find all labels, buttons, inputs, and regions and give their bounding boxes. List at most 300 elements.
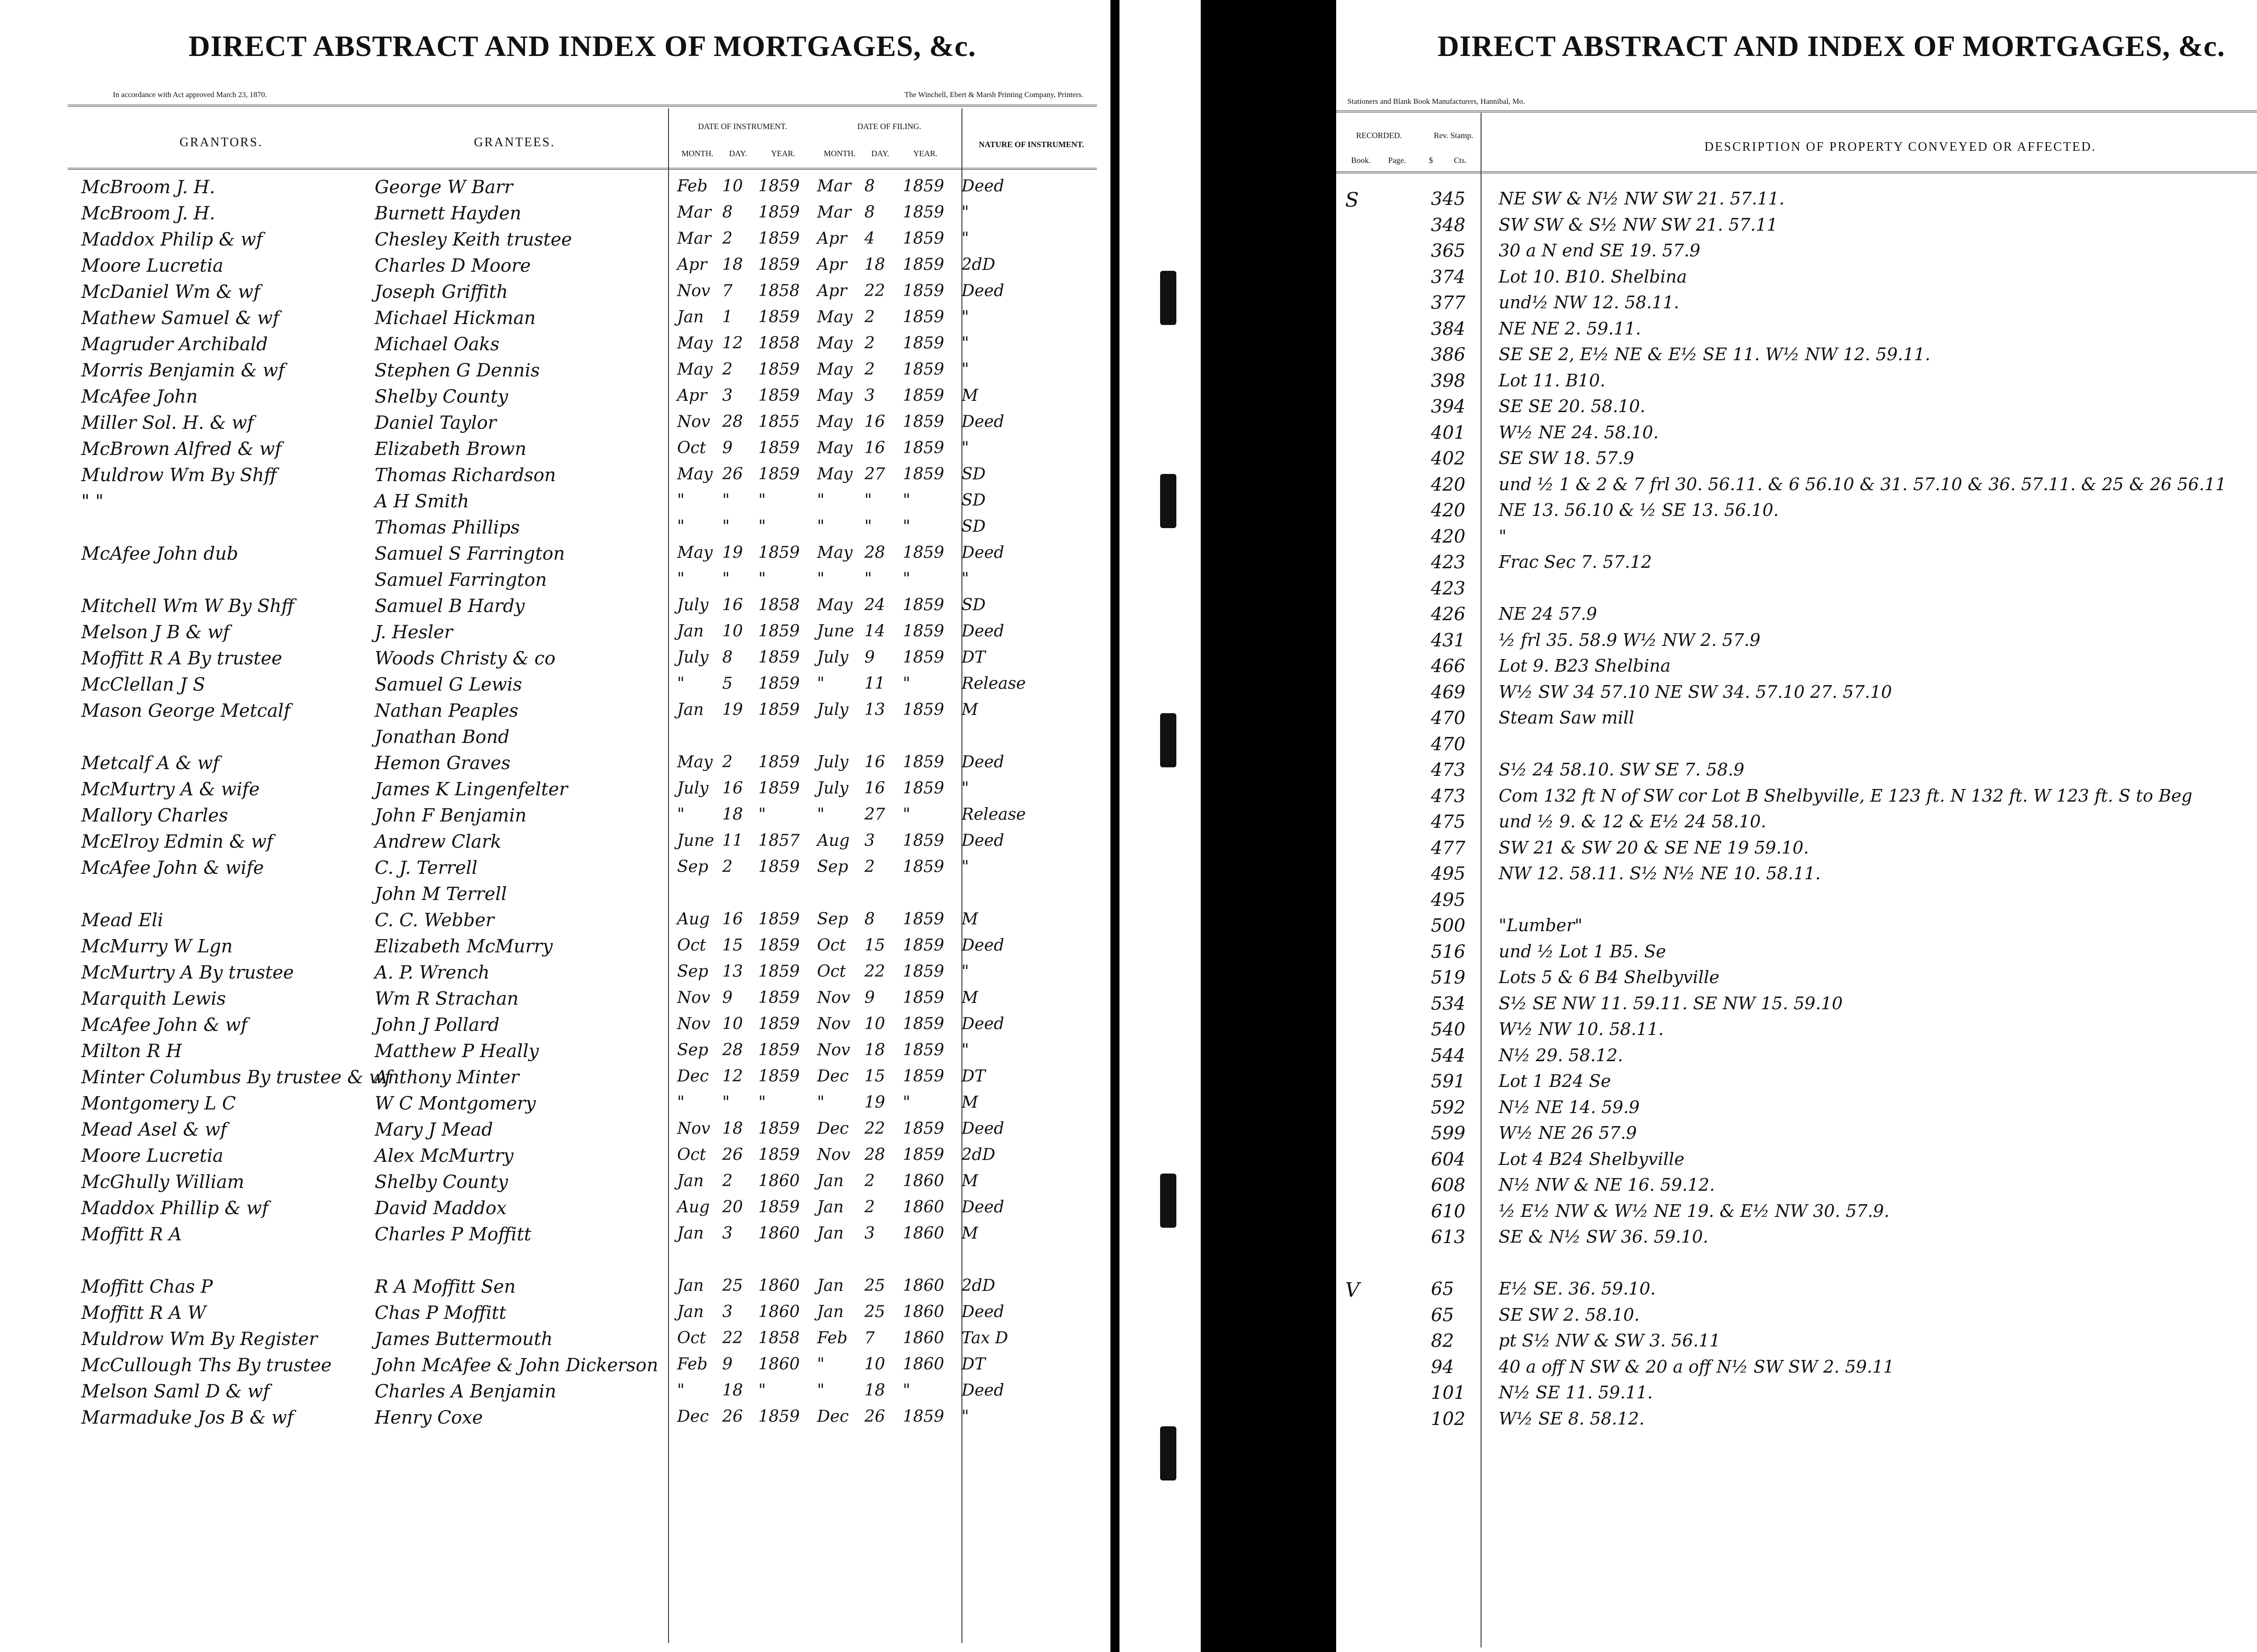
page-cell: 420 bbox=[1431, 500, 1466, 521]
nature-cell: SD bbox=[961, 596, 986, 614]
nature-cell: SD bbox=[961, 491, 986, 510]
filing-day-cell: 14 bbox=[864, 622, 885, 640]
instrument-day-cell: 10 bbox=[722, 622, 743, 640]
ledger-row bbox=[0, 1355, 1110, 1381]
ledger-row bbox=[1336, 396, 2257, 422]
header-rule bbox=[68, 168, 1097, 170]
filing-day-cell: 22 bbox=[864, 1119, 885, 1138]
ledger-row bbox=[1336, 1123, 2257, 1149]
date-instrument-header: DATE OF INSTRUMENT. bbox=[698, 122, 787, 131]
instrument-day-cell: 7 bbox=[722, 282, 733, 300]
ledger-row bbox=[1336, 1357, 2257, 1383]
description-cell: W½ NW 10. 58.11. bbox=[1499, 1019, 1664, 1039]
ledger-row bbox=[1336, 526, 2257, 552]
ledger-row bbox=[0, 988, 1110, 1015]
page-cell: 470 bbox=[1431, 708, 1466, 729]
binding-strip bbox=[1119, 0, 1201, 1652]
ledger-row bbox=[1336, 942, 2257, 968]
page-cell: 386 bbox=[1431, 344, 1466, 365]
ledger-row bbox=[0, 1224, 1110, 1250]
nature-cell: Deed bbox=[961, 543, 1004, 562]
grantee-cell: Charles D Moore bbox=[375, 255, 531, 276]
ledger-row bbox=[0, 805, 1110, 831]
grantee-cell: J. Hesler bbox=[375, 622, 453, 643]
book-header: Book. bbox=[1351, 156, 1371, 165]
filing-year-cell: 1860 bbox=[903, 1355, 944, 1374]
description-cell: SE SE 20. 58.10. bbox=[1499, 396, 1646, 416]
grantee-cell: Samuel G Lewis bbox=[375, 674, 522, 695]
ledger-row bbox=[1336, 1201, 2257, 1227]
instrument-day-cell: 2 bbox=[722, 858, 733, 876]
instrument-month-cell: May bbox=[677, 360, 713, 379]
grantor-cell: McMurtry A & wife bbox=[81, 779, 260, 800]
nature-cell: Deed bbox=[961, 622, 1004, 640]
dollars-header: $ bbox=[1429, 156, 1433, 165]
instrument-month-cell: Oct bbox=[677, 1329, 706, 1347]
description-cell: Lot 4 B24 Shelbyville bbox=[1499, 1149, 1685, 1169]
filing-day-cell: 26 bbox=[864, 1407, 885, 1426]
grantor-cell: Minter Columbus By trustee & wf bbox=[81, 1067, 391, 1088]
filing-day-cell: 8 bbox=[864, 203, 875, 222]
grantor-cell: Moffitt R A bbox=[81, 1224, 182, 1245]
instrument-day-cell: 3 bbox=[722, 1224, 733, 1243]
ledger-row bbox=[0, 203, 1110, 229]
description-cell: W½ NE 24. 58.10. bbox=[1499, 422, 1659, 442]
ledger-row bbox=[0, 255, 1110, 282]
ledger-row bbox=[1336, 1071, 2257, 1097]
filing-month-cell: Aug bbox=[817, 831, 850, 850]
grantee-cell: George W Barr bbox=[375, 177, 513, 198]
ledger-row bbox=[1336, 422, 2257, 449]
page-cell: 384 bbox=[1431, 318, 1466, 339]
instrument-day-cell: 13 bbox=[722, 962, 743, 981]
description-cell: N½ 29. 58.12. bbox=[1499, 1045, 1623, 1065]
description-cell: W½ NE 26 57.9 bbox=[1499, 1123, 1637, 1143]
page-cell: 398 bbox=[1431, 370, 1466, 391]
grantor-cell: McCullough Ths By trustee bbox=[81, 1355, 332, 1376]
ledger-row bbox=[1336, 292, 2257, 319]
filing-day-cell: 3 bbox=[864, 831, 875, 850]
page-cell: 495 bbox=[1431, 889, 1466, 910]
description-cell: SE SE 2, E½ NE & E½ SE 11. W½ NW 12. 59.11. bbox=[1499, 344, 1931, 364]
page-cell: 519 bbox=[1431, 967, 1466, 988]
filing-day-cell: 7 bbox=[864, 1329, 875, 1347]
grantees-header: GRANTEES. bbox=[474, 135, 556, 149]
page-title: DIRECT ABSTRACT AND INDEX OF MORTGAGES, &c. bbox=[1437, 30, 2225, 63]
nature-cell: DT bbox=[961, 1067, 985, 1086]
filing-month-cell: May bbox=[817, 543, 853, 562]
description-cell: SW 21 & SW 20 & SE NE 19 59.10. bbox=[1499, 837, 1809, 858]
binding-hole bbox=[1160, 1426, 1176, 1480]
description-cell: W½ SE 8. 58.12. bbox=[1499, 1408, 1645, 1429]
instrument-year-cell: " bbox=[758, 1381, 766, 1400]
instrument-day-cell: 19 bbox=[722, 701, 743, 719]
ledger-row bbox=[1336, 708, 2257, 734]
instrument-day-cell: 28 bbox=[722, 413, 743, 431]
filing-day-cell: 19 bbox=[864, 1093, 885, 1112]
nature-cell: SD bbox=[961, 465, 986, 483]
filing-month-cell: May bbox=[817, 439, 853, 457]
book-cell: S bbox=[1345, 189, 1359, 212]
grantee-cell: John J Pollard bbox=[375, 1015, 500, 1035]
page-cell: 348 bbox=[1431, 214, 1466, 236]
nature-cell: Deed bbox=[961, 1119, 1004, 1138]
filing-month-cell: Apr bbox=[817, 229, 847, 248]
instrument-month-cell: Nov bbox=[677, 1119, 711, 1138]
filing-year-cell: 1859 bbox=[903, 229, 944, 248]
page-cell: 420 bbox=[1431, 474, 1466, 495]
description-cell: SE & N½ SW 36. 59.10. bbox=[1499, 1227, 1709, 1247]
grantee-cell: Samuel S Farrington bbox=[375, 543, 565, 564]
instrument-year-cell: 1859 bbox=[758, 465, 800, 483]
instrument-year-cell: 1859 bbox=[758, 1041, 800, 1059]
instrument-month-cell: " bbox=[677, 1381, 685, 1400]
ledger-row bbox=[1336, 1331, 2257, 1357]
instrument-day-cell: " bbox=[722, 570, 730, 588]
filing-year-cell: " bbox=[903, 517, 910, 536]
nature-cell: Release bbox=[961, 805, 1026, 824]
instrument-year-cell: 1859 bbox=[758, 936, 800, 955]
filing-day-cell: 22 bbox=[864, 962, 885, 981]
filing-month-cell: " bbox=[817, 805, 825, 824]
ledger-row bbox=[1336, 1409, 2257, 1435]
nature-cell: Deed bbox=[961, 1303, 1004, 1321]
grantee-cell: Chas P Moffitt bbox=[375, 1303, 506, 1323]
filing-day-cell: 28 bbox=[864, 543, 885, 562]
description-cell: 30 a N end SE 19. 57.9 bbox=[1499, 241, 1700, 260]
filing-day-cell: 16 bbox=[864, 413, 885, 431]
filing-month-cell: July bbox=[817, 753, 849, 771]
nature-cell: " bbox=[961, 779, 969, 798]
filing-year-cell: " bbox=[903, 674, 910, 693]
instrument-year-cell: 1859 bbox=[758, 962, 800, 981]
nature-cell: " bbox=[961, 858, 969, 876]
instrument-year-cell: 1859 bbox=[758, 674, 800, 693]
page-cell: 477 bbox=[1431, 837, 1466, 858]
instrument-day-cell: 19 bbox=[722, 543, 743, 562]
description-cell: ½ E½ NW & W½ NE 19. & E½ NW 30. 57.9. bbox=[1499, 1201, 1890, 1221]
ledger-row bbox=[0, 229, 1110, 255]
nature-cell: Deed bbox=[961, 413, 1004, 431]
instrument-month-cell: Apr bbox=[677, 386, 707, 405]
filing-day-cell: 2 bbox=[864, 360, 875, 379]
filing-day-cell: 18 bbox=[864, 255, 885, 274]
legal-note: In accordance with Act approved March 23, 1870. bbox=[113, 90, 267, 99]
instrument-month-cell: Aug bbox=[677, 1198, 710, 1216]
grantee-cell: Shelby County bbox=[375, 386, 508, 407]
filing-day-cell: 18 bbox=[864, 1381, 885, 1400]
filing-year-cell: 1859 bbox=[903, 596, 944, 614]
instrument-year-cell: " bbox=[758, 517, 766, 536]
grantor-cell: Melson J B & wf bbox=[81, 622, 230, 643]
filing-month-cell: Jan bbox=[817, 1198, 844, 1216]
nature-cell: " bbox=[961, 1041, 969, 1059]
binding-hole bbox=[1160, 474, 1176, 528]
filing-day-cell: " bbox=[864, 570, 872, 588]
instrument-day-cell: 26 bbox=[722, 465, 743, 483]
instrument-year-cell: 1859 bbox=[758, 203, 800, 222]
ledger-row bbox=[0, 1329, 1110, 1355]
ledger-row bbox=[0, 334, 1110, 360]
filing-day-cell: 28 bbox=[864, 1146, 885, 1164]
filing-month-cell: Apr bbox=[817, 282, 847, 300]
grantor-entries bbox=[0, 177, 1110, 1434]
filing-month-cell: Dec bbox=[817, 1119, 849, 1138]
filing-month-cell: Mar bbox=[817, 203, 851, 222]
ledger-row bbox=[1336, 967, 2257, 993]
grantee-cell: Joseph Griffith bbox=[375, 282, 508, 302]
filing-month-cell: Dec bbox=[817, 1067, 849, 1086]
filing-year-cell: 1859 bbox=[903, 988, 944, 1007]
binding-hole bbox=[1160, 271, 1176, 325]
instrument-month-cell: May bbox=[677, 465, 713, 483]
filing-month-cell: Jan bbox=[817, 1224, 844, 1243]
instrument-month-cell: May bbox=[677, 334, 713, 353]
page-cell: 544 bbox=[1431, 1045, 1466, 1066]
instrument-year-cell: " bbox=[758, 1093, 766, 1112]
filing-year-cell: 1859 bbox=[903, 334, 944, 353]
grantee-cell: John F Benjamin bbox=[375, 805, 527, 826]
binding-hole bbox=[1160, 1174, 1176, 1228]
nature-cell: Deed bbox=[961, 831, 1004, 850]
ledger-row bbox=[0, 1093, 1110, 1119]
ledger-row bbox=[0, 360, 1110, 386]
filing-day-cell: 16 bbox=[864, 439, 885, 457]
page-cell: 613 bbox=[1431, 1227, 1466, 1248]
instrument-day-cell: 9 bbox=[722, 1355, 733, 1374]
grantor-cell: McBroom J. H. bbox=[81, 203, 215, 224]
instrument-day-cell: 16 bbox=[722, 910, 743, 928]
description-cell: S½ SE NW 11. 59.11. SE NW 15. 59.10 bbox=[1499, 993, 1843, 1013]
description-cell: und ½ 1 & 2 & 7 frl 30. 56.11. & 6 56.10 & 31. 57.10 & 36. 57.11. & 25 & 26 56.11 bbox=[1499, 474, 2226, 494]
instrument-year-cell: 1859 bbox=[758, 1067, 800, 1086]
filing-year-cell: 1859 bbox=[903, 622, 944, 640]
filing-day-cell: 10 bbox=[864, 1355, 885, 1374]
instrument-year-cell: 1859 bbox=[758, 1198, 800, 1216]
ledger-row bbox=[1336, 448, 2257, 474]
date-filing-header: DATE OF FILING. bbox=[857, 122, 921, 131]
grantee-cell: Samuel B Hardy bbox=[375, 596, 525, 617]
page-cell: 401 bbox=[1431, 422, 1466, 443]
instrument-day-cell: 8 bbox=[722, 203, 733, 222]
filing-month-cell: Nov bbox=[817, 1041, 850, 1059]
page-cell: 65 bbox=[1431, 1279, 1454, 1299]
filing-month-cell: Mar bbox=[817, 177, 851, 195]
nature-cell: M bbox=[961, 1172, 978, 1190]
instrument-year-cell: 1855 bbox=[758, 413, 800, 431]
instrument-month-cell: May bbox=[677, 543, 713, 562]
ledger-row bbox=[0, 962, 1110, 988]
grantee-cell: Samuel Farrington bbox=[375, 570, 547, 590]
ledger-row bbox=[0, 177, 1110, 203]
grantor-cell: Magruder Archibald bbox=[81, 334, 268, 355]
ledger-row bbox=[1336, 500, 2257, 526]
description-cell: NE 24 57.9 bbox=[1499, 604, 1598, 624]
grantee-cell: Thomas Richardson bbox=[375, 465, 556, 486]
grantee-cell: Elizabeth McMurry bbox=[375, 936, 553, 957]
ledger-row bbox=[1336, 630, 2257, 656]
grantee-cell: Jonathan Bond bbox=[375, 727, 510, 747]
instrument-day-cell: 10 bbox=[722, 1015, 743, 1033]
filing-day-cell: 15 bbox=[864, 1067, 885, 1086]
day-header: DAY. bbox=[871, 149, 889, 158]
instrument-day-cell: 10 bbox=[722, 177, 743, 195]
grantee-cell: Charles P Moffitt bbox=[375, 1224, 531, 1245]
ledger-row bbox=[0, 465, 1110, 491]
nature-cell: Tax D bbox=[961, 1329, 1008, 1347]
instrument-day-cell: 2 bbox=[722, 360, 733, 379]
printer-note: The Winchell, Ebert & Marsh Printing Company, Printers. bbox=[904, 90, 1083, 99]
day-header: DAY. bbox=[729, 149, 747, 158]
instrument-month-cell: Mar bbox=[677, 229, 711, 248]
ledger-row bbox=[0, 674, 1110, 701]
description-cell: N½ SE 11. 59.11. bbox=[1499, 1383, 1653, 1402]
instrument-year-cell: 1859 bbox=[758, 308, 800, 326]
ledger-row bbox=[1336, 1045, 2257, 1072]
description-cell: Lot 11. B10. bbox=[1499, 370, 1606, 390]
grantor-cell: McBroom J. H. bbox=[81, 177, 215, 198]
instrument-year-cell: 1859 bbox=[758, 701, 800, 719]
instrument-day-cell: 2 bbox=[722, 753, 733, 771]
ledger-row bbox=[1336, 915, 2257, 942]
filing-month-cell: Jan bbox=[817, 1303, 844, 1321]
instrument-day-cell: 12 bbox=[722, 1067, 743, 1086]
filing-day-cell: 18 bbox=[864, 1041, 885, 1059]
page-cell: 394 bbox=[1431, 396, 1466, 417]
filing-day-cell: 24 bbox=[864, 596, 885, 614]
filing-year-cell: 1859 bbox=[903, 936, 944, 955]
filing-year-cell: 1860 bbox=[903, 1329, 944, 1347]
ledger-row bbox=[1336, 241, 2257, 267]
filing-day-cell: 16 bbox=[864, 779, 885, 798]
instrument-month-cell: July bbox=[677, 648, 709, 667]
stationer-note: Stationers and Blank Book Manufacturers, Hannibal, Mo. bbox=[1347, 97, 1525, 106]
page-cell: 466 bbox=[1431, 656, 1466, 677]
ledger-row bbox=[1336, 215, 2257, 241]
page-cell: 534 bbox=[1431, 993, 1466, 1014]
month-header: MONTH. bbox=[681, 149, 714, 158]
ledger-row bbox=[0, 596, 1110, 622]
grantee-cell: Burnett Hayden bbox=[375, 203, 521, 224]
page-cell: 101 bbox=[1431, 1383, 1466, 1403]
grantor-cell: Marmaduke Jos B & wf bbox=[81, 1407, 294, 1428]
instrument-year-cell: 1859 bbox=[758, 360, 800, 379]
instrument-month-cell: Nov bbox=[677, 1015, 711, 1033]
ledger-row bbox=[1336, 993, 2257, 1020]
description-cell: N½ NE 14. 59.9 bbox=[1499, 1097, 1640, 1117]
filing-month-cell: Nov bbox=[817, 1146, 850, 1164]
instrument-month-cell: May bbox=[677, 753, 713, 771]
instrument-month-cell: Oct bbox=[677, 936, 706, 955]
grantee-cell: Michael Hickman bbox=[375, 308, 536, 329]
nature-cell: " bbox=[961, 360, 969, 379]
filing-year-cell: 1859 bbox=[903, 360, 944, 379]
grantor-cell: Melson Saml D & wf bbox=[81, 1381, 270, 1402]
grantor-cell: McAfee John & wf bbox=[81, 1015, 248, 1035]
instrument-month-cell: Nov bbox=[677, 413, 711, 431]
grantor-cell: Miller Sol. H. & wf bbox=[81, 413, 254, 433]
filing-year-cell: 1859 bbox=[903, 413, 944, 431]
ledger-row bbox=[1336, 371, 2257, 397]
filing-year-cell: 1859 bbox=[903, 177, 944, 195]
filing-year-cell: 1859 bbox=[903, 648, 944, 667]
page-header: Page. bbox=[1388, 156, 1406, 165]
filing-day-cell: 2 bbox=[864, 334, 875, 353]
instrument-month-cell: Sep bbox=[677, 858, 709, 876]
instrument-month-cell: Oct bbox=[677, 439, 706, 457]
ledger-row bbox=[1336, 578, 2257, 604]
filing-month-cell: Nov bbox=[817, 988, 850, 1007]
nature-cell: Deed bbox=[961, 282, 1004, 300]
filing-day-cell: 3 bbox=[864, 386, 875, 405]
description-cell: E½ SE. 36. 59.10. bbox=[1499, 1279, 1656, 1299]
page-title: DIRECT ABSTRACT AND INDEX OF MORTGAGES, &c. bbox=[188, 30, 976, 63]
nature-cell: " bbox=[961, 229, 969, 248]
filing-month-cell: Sep bbox=[817, 858, 849, 876]
page-cell: 473 bbox=[1431, 785, 1466, 807]
grantee-cell: Woods Christy & co bbox=[375, 648, 556, 669]
filing-year-cell: 1859 bbox=[903, 386, 944, 405]
grantor-cell: Mead Eli bbox=[81, 910, 163, 931]
grantor-cell: Maddox Philip & wf bbox=[81, 229, 263, 250]
instrument-month-cell: June bbox=[677, 831, 715, 850]
nature-cell: " bbox=[961, 334, 969, 353]
ledger-row bbox=[1336, 863, 2257, 890]
instrument-month-cell: Jan bbox=[677, 622, 704, 640]
nature-cell: SD bbox=[961, 517, 986, 536]
filing-day-cell: 4 bbox=[864, 229, 875, 248]
instrument-day-cell: 2 bbox=[722, 229, 733, 248]
grantor-cell: Moore Lucretia bbox=[81, 255, 223, 276]
ledger-row bbox=[0, 1015, 1110, 1041]
filing-year-cell: 1859 bbox=[903, 962, 944, 981]
ledger-row bbox=[1336, 838, 2257, 864]
description-cell: N½ NW & NE 16. 59.12. bbox=[1499, 1175, 1715, 1195]
recorded-header: RECORDED. bbox=[1356, 131, 1402, 140]
grantor-cell: Montgomery L C bbox=[81, 1093, 236, 1114]
grantee-cell: Elizabeth Brown bbox=[375, 439, 527, 459]
ledger-row bbox=[1336, 682, 2257, 708]
filing-month-cell: May bbox=[817, 386, 853, 405]
description-cell: SW SW & S½ NW SW 21. 57.11 bbox=[1499, 214, 1778, 235]
page-cell: 423 bbox=[1431, 552, 1466, 573]
grantee-cell: Chesley Keith trustee bbox=[375, 229, 572, 250]
instrument-day-cell: 1 bbox=[722, 308, 733, 326]
ledger-row bbox=[0, 1119, 1110, 1146]
ledger-row bbox=[0, 1250, 1110, 1276]
page-cell: 82 bbox=[1431, 1331, 1454, 1351]
instrument-day-cell: " bbox=[722, 491, 730, 510]
page-cell: 470 bbox=[1431, 733, 1466, 755]
filing-year-cell: 1860 bbox=[903, 1224, 944, 1243]
nature-cell: Deed bbox=[961, 177, 1004, 195]
ledger-row bbox=[0, 439, 1110, 465]
instrument-year-cell: " bbox=[758, 491, 766, 510]
filing-month-cell: May bbox=[817, 308, 853, 326]
property-entries bbox=[1336, 189, 2257, 1434]
filing-month-cell: Nov bbox=[817, 1015, 850, 1033]
instrument-day-cell: " bbox=[722, 517, 730, 536]
ledger-row bbox=[0, 753, 1110, 779]
page-cell: 473 bbox=[1431, 760, 1466, 780]
grantor-cell: McElroy Edmin & wf bbox=[81, 831, 274, 852]
ledger-row bbox=[0, 727, 1110, 753]
description-cell: NW 12. 58.11. S½ N½ NE 10. 58.11. bbox=[1499, 863, 1821, 883]
instrument-month-cell: Jan bbox=[677, 1172, 704, 1190]
filing-day-cell: 25 bbox=[864, 1276, 885, 1295]
ledger-row bbox=[1336, 344, 2257, 371]
grantor-cell: Moore Lucretia bbox=[81, 1146, 223, 1166]
